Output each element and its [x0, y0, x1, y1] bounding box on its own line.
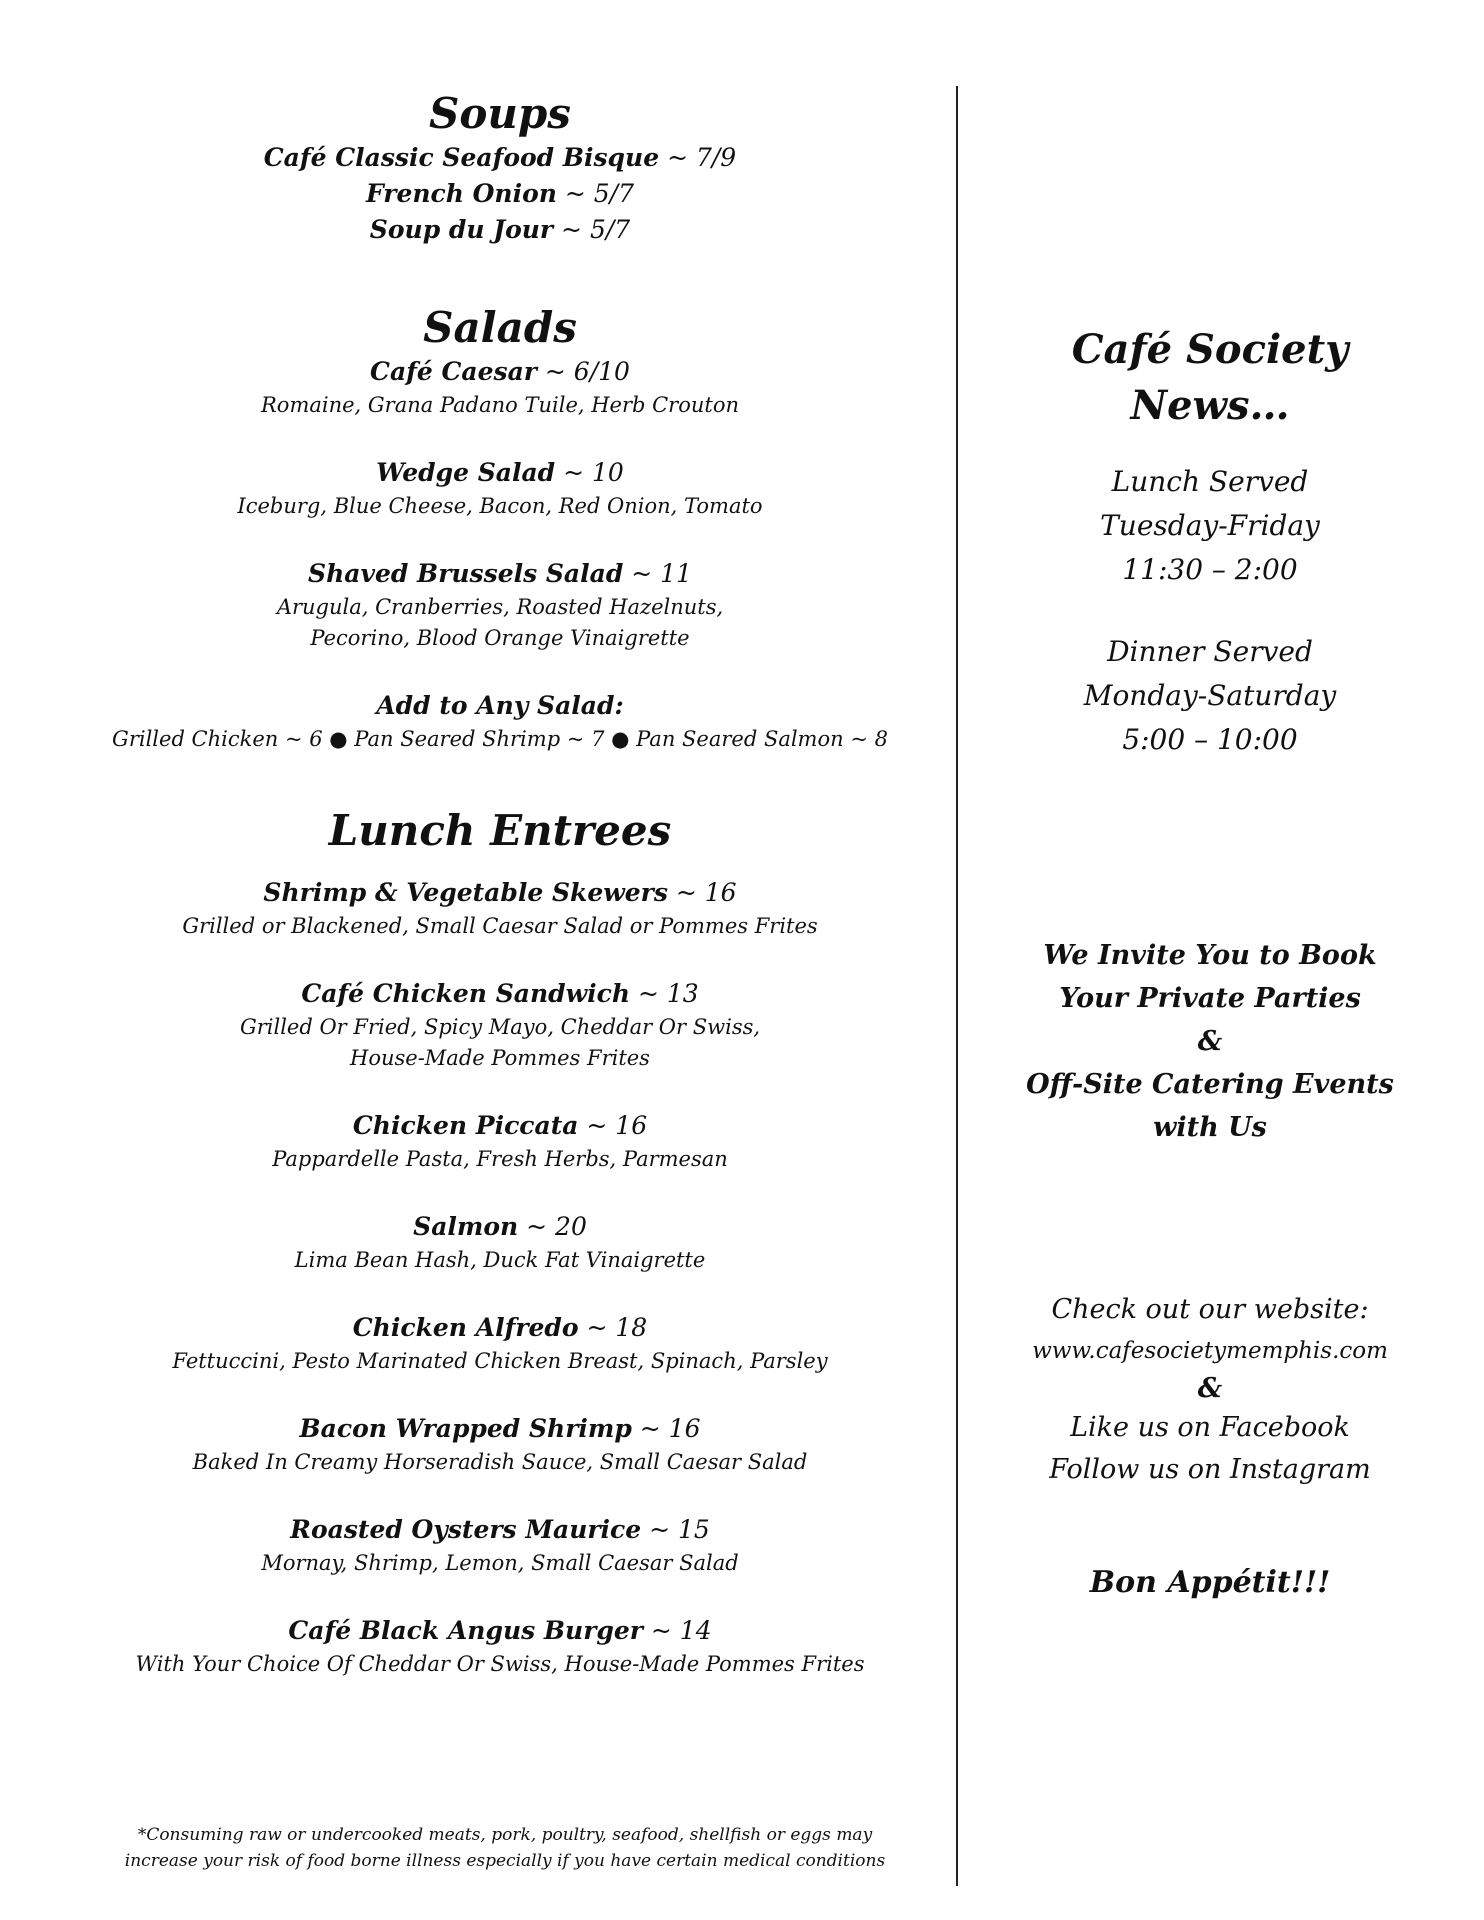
menu-item: [90, 1411, 910, 1478]
item-description: Grilled Or Fried, Spicy Mayo, Cheddar Or Swiss,: [239, 1015, 761, 1039]
lunch-hours: [1000, 460, 1420, 592]
addons-title: Add to Any Salad:: [376, 691, 624, 720]
item-name: Shaved Brussels Salad: [308, 559, 624, 588]
item-price: ~ 5/7: [556, 179, 635, 208]
menu-item: [90, 1108, 910, 1175]
closing-greeting: Bon Appétit!!!: [1089, 1565, 1331, 1600]
menu-item: [90, 1613, 910, 1680]
website-label: Check out our website:: [1051, 1294, 1369, 1325]
item-name: Café Chicken Sandwich: [301, 979, 631, 1008]
invite-line: &: [1197, 1026, 1223, 1057]
menu-item: [90, 140, 910, 176]
item-description: Arugula, Cranberries, Roasted Hazelnuts,: [276, 595, 724, 619]
salads-title: Salads: [423, 303, 577, 352]
item-price: ~ 16: [631, 1414, 701, 1443]
invite-line: with Us: [1153, 1112, 1267, 1143]
item-name: Chicken Alfredo: [352, 1313, 579, 1342]
item-name: Shrimp & Vegetable Skewers: [263, 878, 668, 907]
dinner-time: 5:00 – 10:00: [1122, 723, 1298, 756]
item-price: ~ 7/9: [659, 143, 737, 172]
item-price: ~ 11: [623, 559, 692, 588]
item-description: With Your Choice Of Cheddar Or Swiss, House-Made Pommes Frites: [135, 1652, 865, 1676]
item-name: Soup du Jour: [369, 215, 554, 244]
item-price: ~ 14: [642, 1616, 712, 1645]
menu-column: [90, 88, 910, 1680]
lunch-label: Lunch Served: [1111, 465, 1309, 498]
footnote-line: *Consuming raw or undercooked meats, pork, poultry, seafood, shellfish or eggs may: [137, 1825, 873, 1845]
news-title-line: News…: [1130, 382, 1290, 429]
item-description: Mornay, Shrimp, Lemon, Small Caesar Salad: [261, 1551, 739, 1575]
item-price: ~ 20: [518, 1212, 587, 1241]
item-name: Café Classic Seafood Bisque: [263, 143, 660, 172]
dinner-label: Dinner Served: [1107, 635, 1313, 668]
item-name: Café Caesar: [370, 357, 537, 386]
item-name: Wedge Salad: [376, 458, 556, 487]
menu-item: [90, 212, 910, 248]
item-description: House-Made Pommes Frites: [350, 1046, 650, 1070]
news-title: [1000, 322, 1420, 434]
item-price: ~ 18: [578, 1313, 648, 1342]
item-description: Romaine, Grana Padano Tuile, Herb Crouton: [261, 393, 739, 417]
invite-line: Off-Site Catering Events: [1026, 1069, 1394, 1100]
private-parties-invite: [1000, 934, 1420, 1149]
entrees-title: Lunch Entrees: [328, 806, 672, 855]
allergy-footnote: [110, 1822, 900, 1874]
website-link[interactable]: www.cafesocietymemphis.com: [1032, 1338, 1388, 1364]
news-title-line: Café Society: [1071, 326, 1349, 373]
invite-line: Your Private Parties: [1059, 983, 1361, 1014]
menu-item: [90, 875, 910, 942]
item-description: Lima Bean Hash, Duck Fat Vinaigrette: [294, 1248, 706, 1272]
item-price: ~ 5/7: [553, 215, 631, 244]
menu-item: [90, 1209, 910, 1276]
menu-item: [90, 1310, 910, 1377]
footnote-line: increase your risk of food borne illness especially if you have certain medical conditions: [124, 1851, 886, 1871]
invite-line: We Invite You to Book: [1043, 940, 1377, 971]
web-social: [1000, 1289, 1420, 1491]
item-price: ~ 6/10: [536, 357, 630, 386]
menu-item: [90, 556, 910, 654]
item-name: Roasted Oysters Maurice: [290, 1515, 642, 1544]
item-description: Iceburg, Blue Cheese, Bacon, Red Onion, Tomato: [237, 494, 763, 518]
menu-item: [90, 976, 910, 1074]
lunch-time: 11:30 – 2:00: [1122, 553, 1298, 586]
lunch-days: Tuesday-Friday: [1100, 509, 1320, 542]
menu-item: [90, 1512, 910, 1579]
item-description: Baked In Creamy Horseradish Sauce, Small Caesar Salad: [192, 1450, 808, 1474]
item-name: Café Black Angus Burger: [288, 1616, 643, 1645]
item-description: Fettuccini, Pesto Marinated Chicken Breast, Spinach, Parsley: [172, 1349, 828, 1373]
menu-item: [90, 176, 910, 212]
entrees-section: [90, 805, 910, 1680]
news-column: [1000, 322, 1420, 1605]
dinner-days: Monday-Saturday: [1083, 679, 1337, 712]
item-description: Pappardelle Pasta, Fresh Herbs, Parmesan: [272, 1147, 728, 1171]
item-price: ~ 13: [630, 979, 699, 1008]
dinner-hours: [1000, 630, 1420, 762]
salads-section: [90, 302, 910, 755]
item-price: ~ 15: [641, 1515, 710, 1544]
column-divider: [956, 86, 958, 1886]
instagram-line: Follow us on Instagram: [1049, 1454, 1371, 1485]
item-name: Chicken Piccata: [352, 1111, 579, 1140]
facebook-line: Like us on Facebook: [1070, 1412, 1350, 1443]
ampersand: &: [1197, 1373, 1223, 1404]
soups-section: [90, 88, 910, 248]
item-description: Pecorino, Blood Orange Vinaigrette: [310, 626, 690, 650]
item-name: Salmon: [413, 1212, 519, 1241]
item-price: ~ 10: [555, 458, 624, 487]
item-price: ~ 16: [667, 878, 737, 907]
item-price: ~ 16: [578, 1111, 648, 1140]
menu-item: [90, 455, 910, 522]
item-name: Bacon Wrapped Shrimp: [299, 1414, 632, 1443]
item-description: Grilled or Blackened, Small Caesar Salad or Pommes Frites: [182, 914, 818, 938]
addons-list: Grilled Chicken ~ 6 ● Pan Seared Shrimp ~ 7 ● Pan Seared Salmon ~ 8: [112, 727, 888, 751]
item-name: French Onion: [365, 179, 557, 208]
salad-addons: [90, 688, 910, 755]
soups-title: Soups: [429, 89, 571, 138]
menu-item: [90, 354, 910, 421]
